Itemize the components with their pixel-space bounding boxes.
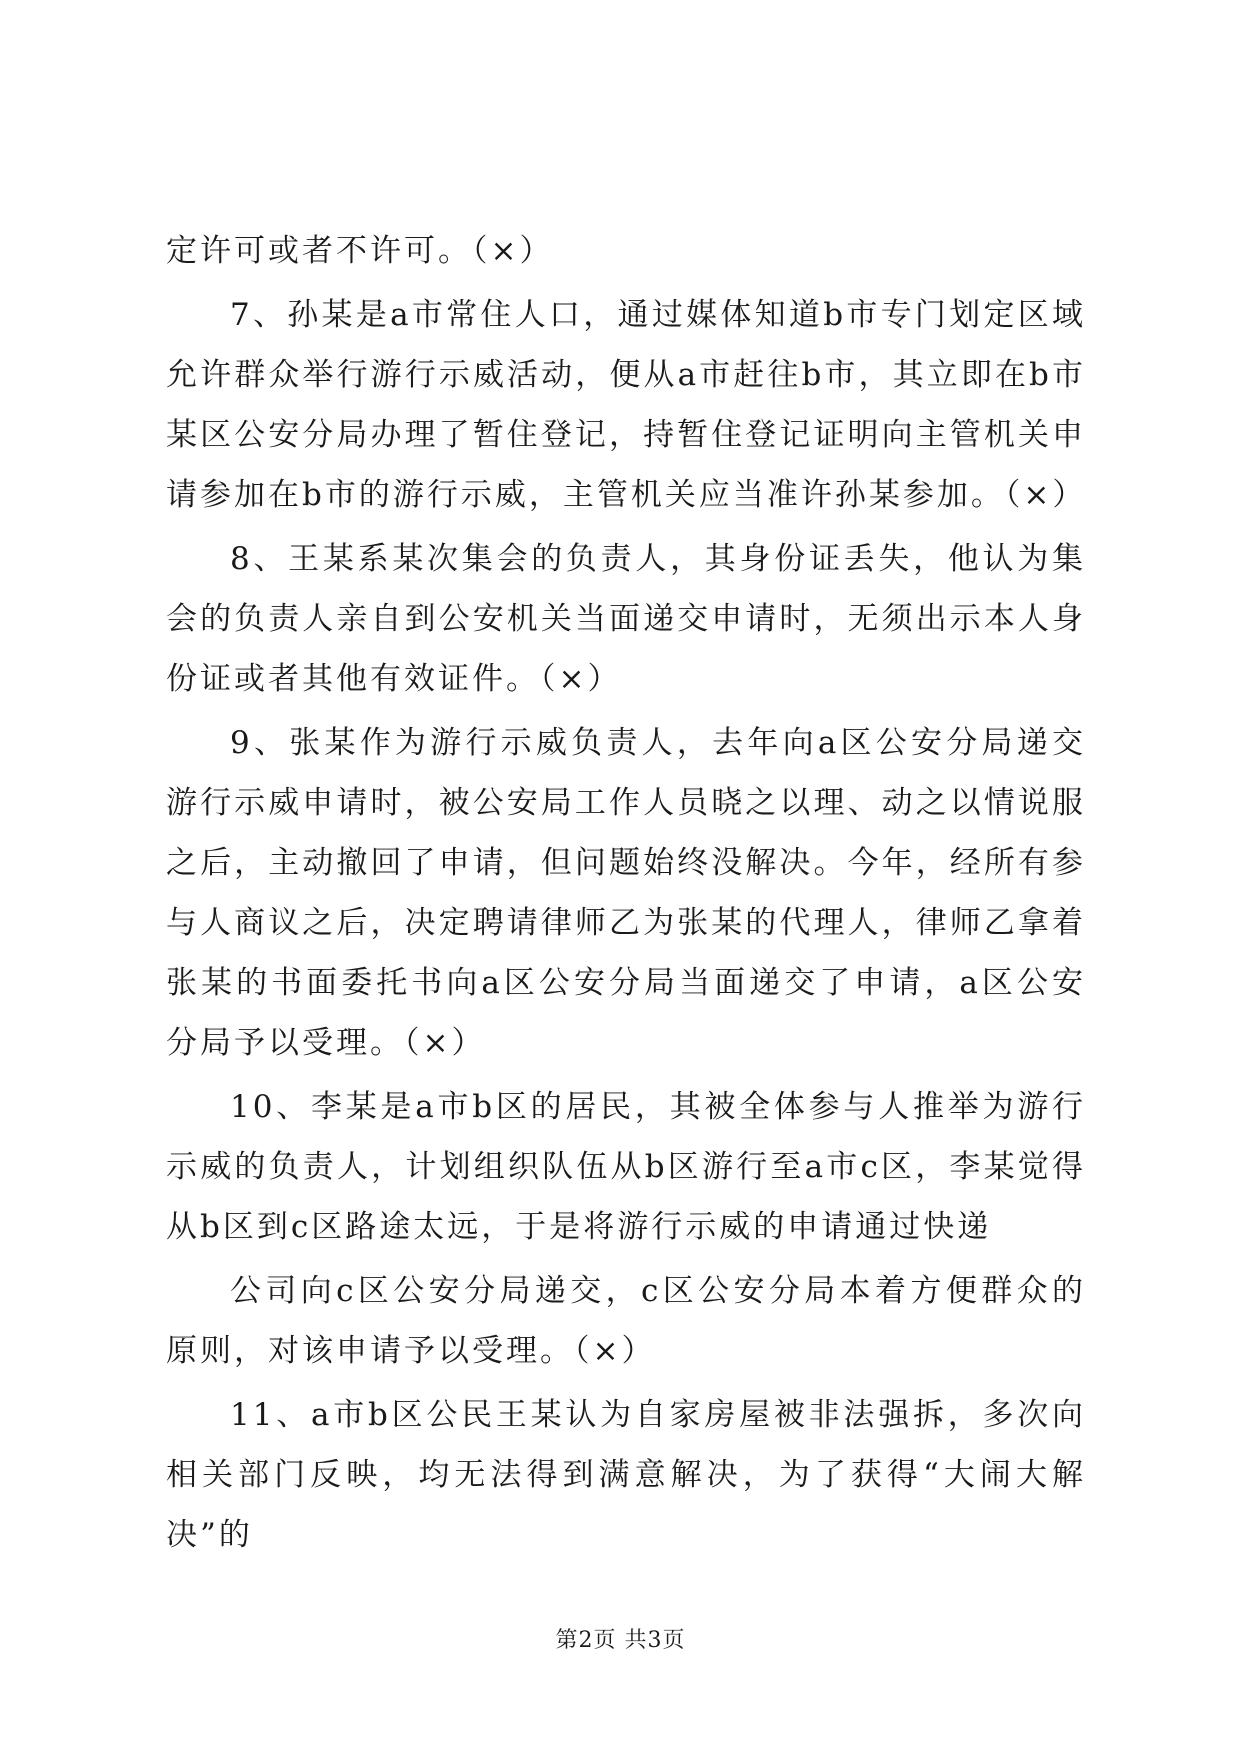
paragraph-continuation: 定许可或者不许可。（×） (166, 233, 554, 269)
paragraph-item-7: 7、孙某是a市常住人口，通过媒体知道b市专门划定区域允许群众举行游行示威活动，便从a市赶往b市，其立即在b市某区公安分局办理了暂住登记，持暂住登记证明向主管机关申请参加在b市的游行示威，主管机关应当准许孙某参加。（×） (166, 297, 1087, 513)
paragraph-item-9: 9、张某作为游行示威负责人，去年向a区公安分局递交游行示威申请时，被公安局工作人员晓之以理、动之以情说服之后，主动撤回了申请，但问题始终没解决。今年，经所有参与人商议之后，决定聘请律师乙为张某的代理人，律师乙拿着张某的书面委托书向a区公安分局当面递交了申请，a区公安分局予以受理。（×） (166, 725, 1086, 1061)
paragraph-item-11: 11、a市b区公民王某认为自家房屋被非法强拆，多次向相关部门反映，均无法得到满意解决，为了获得“大闹大解决”的 (166, 1397, 1086, 1553)
paragraph-item-8: 8、王某系某次集会的负责人，其身份证丢失，他认为集会的负责人亲自到公安机关当面递交申请时，无须出示本人身份证或者其他有效证件。（×） (166, 541, 1086, 697)
page-number-footer: 第2页 共3页 (555, 1628, 686, 1653)
paragraph-item-10-continued: 公司向c区公安分局递交，c区公安分局本着方便群众的原则，对该申请予以受理。（×） (166, 1273, 1086, 1369)
paragraph-item-10: 10、李某是a市b区的居民，其被全体参与人推举为游行示威的负责人，计划组织队伍从b区游行至a市c区，李某觉得从b区到c区路途太远，于是将游行示威的申请通过快递 (166, 1089, 1086, 1245)
document-body (166, 221, 1086, 1569)
